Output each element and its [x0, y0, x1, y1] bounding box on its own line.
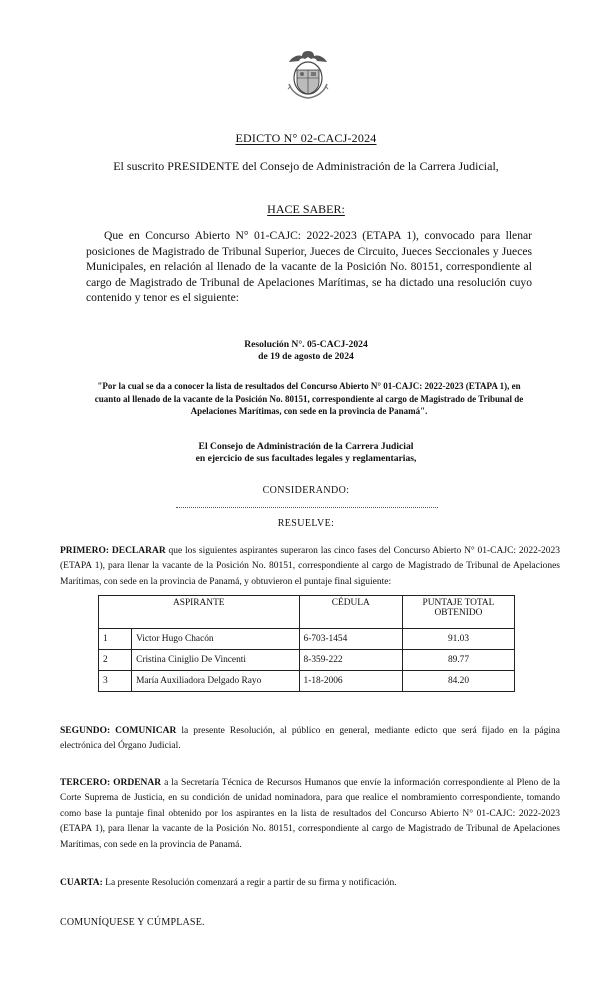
table-row — [99, 671, 515, 692]
row-score: 91.03 — [402, 629, 514, 650]
table-row — [99, 650, 515, 671]
row-number: 1 — [99, 629, 132, 650]
intro-line: El suscrito PRESIDENTE del Consejo de Administración de la Carrera Judicial, — [113, 159, 499, 173]
resuelve-heading: RESUELVE: — [277, 518, 335, 529]
row-cedula: 6-703-1454 — [299, 629, 402, 650]
row-score: 84.20 — [402, 671, 514, 692]
dotted-divider — [176, 507, 438, 508]
article-tercero-lead: TERCERO: ORDENAR — [60, 778, 162, 788]
article-segundo-lead: SEGUNDO: COMUNICAR — [60, 726, 177, 736]
resolution-number: Resolución N°. 05-CACJ-2024 — [244, 339, 368, 350]
council-line-1: El Consejo de Administración de la Carrera Judicial — [198, 441, 414, 452]
article-tercero-text: a la Secretaría Técnica de Recursos Humanos que envíe la información correspondiente al Pleno de la Corte Suprema de Justicia, en su condición de unidad nominadora, para que realice el nombramiento correspondiente, tomando como base la puntaje final obtenido por los aspirantes en la lista de resultados del Concurso Abierto N° 01-CAJC: 2022-2023 (ETAPA 1), para llenar la vacante de la Posición No. 80151, correspondiente al cargo de Magistrado de Tribunal de Apelaciones Marítimas, con sede en la provincia de Panamá. — [60, 778, 560, 850]
resolution-quote: "Por la cual se da a conocer la lista de resultados del Concurso Abierto N° 01-CAJC: 2022-2023 (ETAPA 1), en cuanto al llenado de la vacante de la Posición No. 80151, correspondiente al cargo de Magistrado de Tribunal de Apelaciones Marítimas, con sede en la provincia de Panamá". — [94, 381, 524, 417]
header-cedula: CÉDULA — [299, 596, 402, 629]
row-score: 89.77 — [402, 650, 514, 671]
results-table — [98, 595, 515, 692]
closing-line: COMUNÍQUESE Y CÚMPLASE. — [60, 917, 205, 928]
body-paragraph: Que en Concurso Abierto N° 01-CAJC: 2022-2023 (ETAPA 1), convocado para llenar posiciones de Magistrado de Tribunal Superior, Jueces de Circuito, Jueces Seccionales y Jueces Municipales, en relación al llenado de la vacante de la Posición No. 80151, correspondiente al cargo de Magistrado de Tribunal de Apelaciones Marítimas, se ha dictado una resolución cuyo contenido y tenor es el siguiente: — [86, 229, 532, 305]
article-segundo — [60, 724, 560, 755]
resolution-date: de 19 de agosto de 2024 — [258, 351, 354, 362]
header-puntaje: PUNTAJE TOTAL OBTENIDO — [402, 596, 514, 629]
coat-of-arms-icon — [283, 48, 333, 100]
article-segundo-text: la presente Resolución, al público en general, mediante edicto que será fijado en la página electrónica del Órgano Judicial. — [60, 726, 560, 752]
hace-saber-heading: HACE SABER: — [267, 202, 345, 216]
row-number: 3 — [99, 671, 132, 692]
article-tercero — [60, 776, 560, 853]
row-name: Victor Hugo Chacón — [132, 629, 299, 650]
row-number: 2 — [99, 650, 132, 671]
article-cuarta-lead: CUARTA: — [60, 878, 103, 888]
considerando-heading: CONSIDERANDO: — [262, 485, 350, 496]
table-row — [99, 629, 515, 650]
header-aspirante: ASPIRANTE — [99, 596, 300, 629]
table-header-row — [99, 596, 515, 629]
row-cedula: 8-359-222 — [299, 650, 402, 671]
row-name: Cristina Ciniglio De Vincenti — [132, 650, 299, 671]
article-primero-text: que los siguientes aspirantes superaron las cinco fases del Concurso Abierto N° 01-CAJC: 2022-2023 (ETAPA 1), para llenar la vacante de la Posición No. 80151, correspondiente al cargo de Magistrado de Tribunal de Apelaciones Marítimas, con sede en la provincia de Panamá, y obtuvieron el puntaje final siguiente: — [60, 546, 561, 587]
article-cuarta-text: La presente Resolución comenzará a regir a partir de su firma y notificación. — [102, 878, 397, 888]
row-name: María Auxiliadora Delgado Rayo — [132, 671, 299, 692]
article-primero — [60, 544, 560, 590]
edict-title: EDICTO N° 02-CACJ-2024 — [235, 131, 377, 145]
council-line-2: en ejercicio de sus facultades legales y reglamentarias, — [195, 453, 417, 464]
article-cuarta — [60, 876, 560, 891]
article-primero-lead: PRIMERO: DECLARAR — [60, 546, 166, 556]
row-cedula: 1-18-2006 — [299, 671, 402, 692]
